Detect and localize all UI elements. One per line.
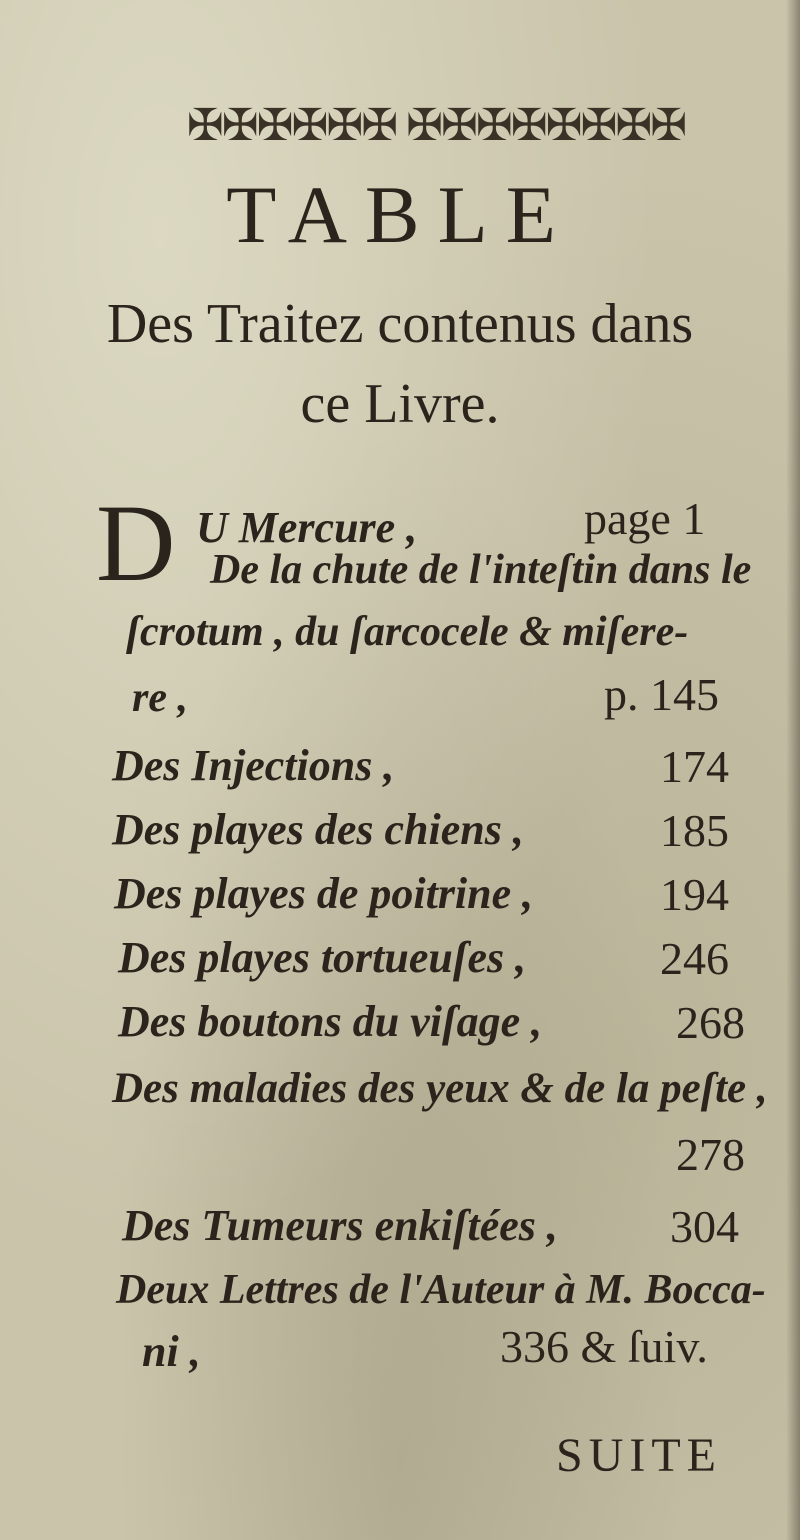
entry-boutons: Des boutons du viſage , <box>118 997 543 1046</box>
ornament-glyph-icon: ✠ <box>441 99 474 151</box>
entry-lettres-page: 336 & ſuiv. <box>500 1321 708 1372</box>
entry-tortueuses: Des playes tortueuſes , <box>118 933 527 982</box>
entry-tumeurs: Des Tumeurs enkiſtées , <box>122 1201 558 1250</box>
head-ornament <box>105 85 765 165</box>
page-edge-shadow <box>786 0 800 1540</box>
entry-maladies-yeux-page: 278 <box>676 1129 745 1180</box>
ornament-glyph-icon: ✠ <box>406 99 439 151</box>
drop-cap: D <box>96 482 176 604</box>
ornament-glyph-icon: ✠ <box>326 99 360 151</box>
ornament-glyph-icon: ✠ <box>361 99 395 151</box>
ornament-glyph-icon: ✠ <box>615 99 649 151</box>
ornament-glyph-icon: ✠ <box>256 99 290 151</box>
entry-lettres-line-2: ni , <box>142 1327 201 1376</box>
ornament-glyph-icon: ✠ <box>580 99 614 151</box>
subtitle-line-1: Des Traitez contenus dans <box>106 293 694 355</box>
ornament-glyph-icon: ✠ <box>221 99 255 151</box>
ornament-left <box>187 100 394 151</box>
entry-mercure-page: page 1 <box>584 493 706 544</box>
ornament-glyph-icon: ✠ <box>186 99 220 151</box>
ornament-glyph-icon: ✠ <box>291 99 325 151</box>
ornament-glyph-icon: ✠ <box>545 99 579 151</box>
entry-poitrine: Des playes de poitrine , <box>114 869 534 918</box>
ornament-glyph-icon: ✠ <box>510 99 544 151</box>
entry-mercure: U Mercure , <box>196 503 418 552</box>
ornament-right <box>406 100 683 151</box>
subtitle-line-2: ce Livre. <box>300 373 500 435</box>
ornament-glyph-icon: ✠ <box>475 99 509 151</box>
entry-boutons-page: 268 <box>676 997 745 1048</box>
entry-lettres-line-1: Deux Lettres de l'Auteur à M. Bocca- <box>116 1267 766 1313</box>
entry-injections-page: 174 <box>660 741 729 792</box>
entry-chute-line-1: De la chute de l'inteſtin dans le <box>210 547 752 593</box>
entry-chute-line-2: ſcrotum , du ſarcocele & miſere- <box>126 609 689 655</box>
catchword: SUITE <box>556 1429 722 1482</box>
ornament-glyph-icon: ✠ <box>650 99 684 151</box>
entry-maladies-yeux: Des maladies des yeux & de la peſte , <box>112 1065 768 1112</box>
entry-tumeurs-page: 304 <box>670 1201 739 1252</box>
entry-chiens-page: 185 <box>660 805 729 856</box>
entry-chiens: Des playes des chiens , <box>112 805 524 854</box>
entry-chute-line-3: re , <box>132 675 188 721</box>
entry-tortueuses-page: 246 <box>660 933 729 984</box>
entry-injections: Des Injections , <box>112 741 395 790</box>
entry-chute-page: p. 145 <box>604 669 719 720</box>
table-heading: TABLE <box>226 169 574 260</box>
entry-poitrine-page: 194 <box>660 869 729 920</box>
